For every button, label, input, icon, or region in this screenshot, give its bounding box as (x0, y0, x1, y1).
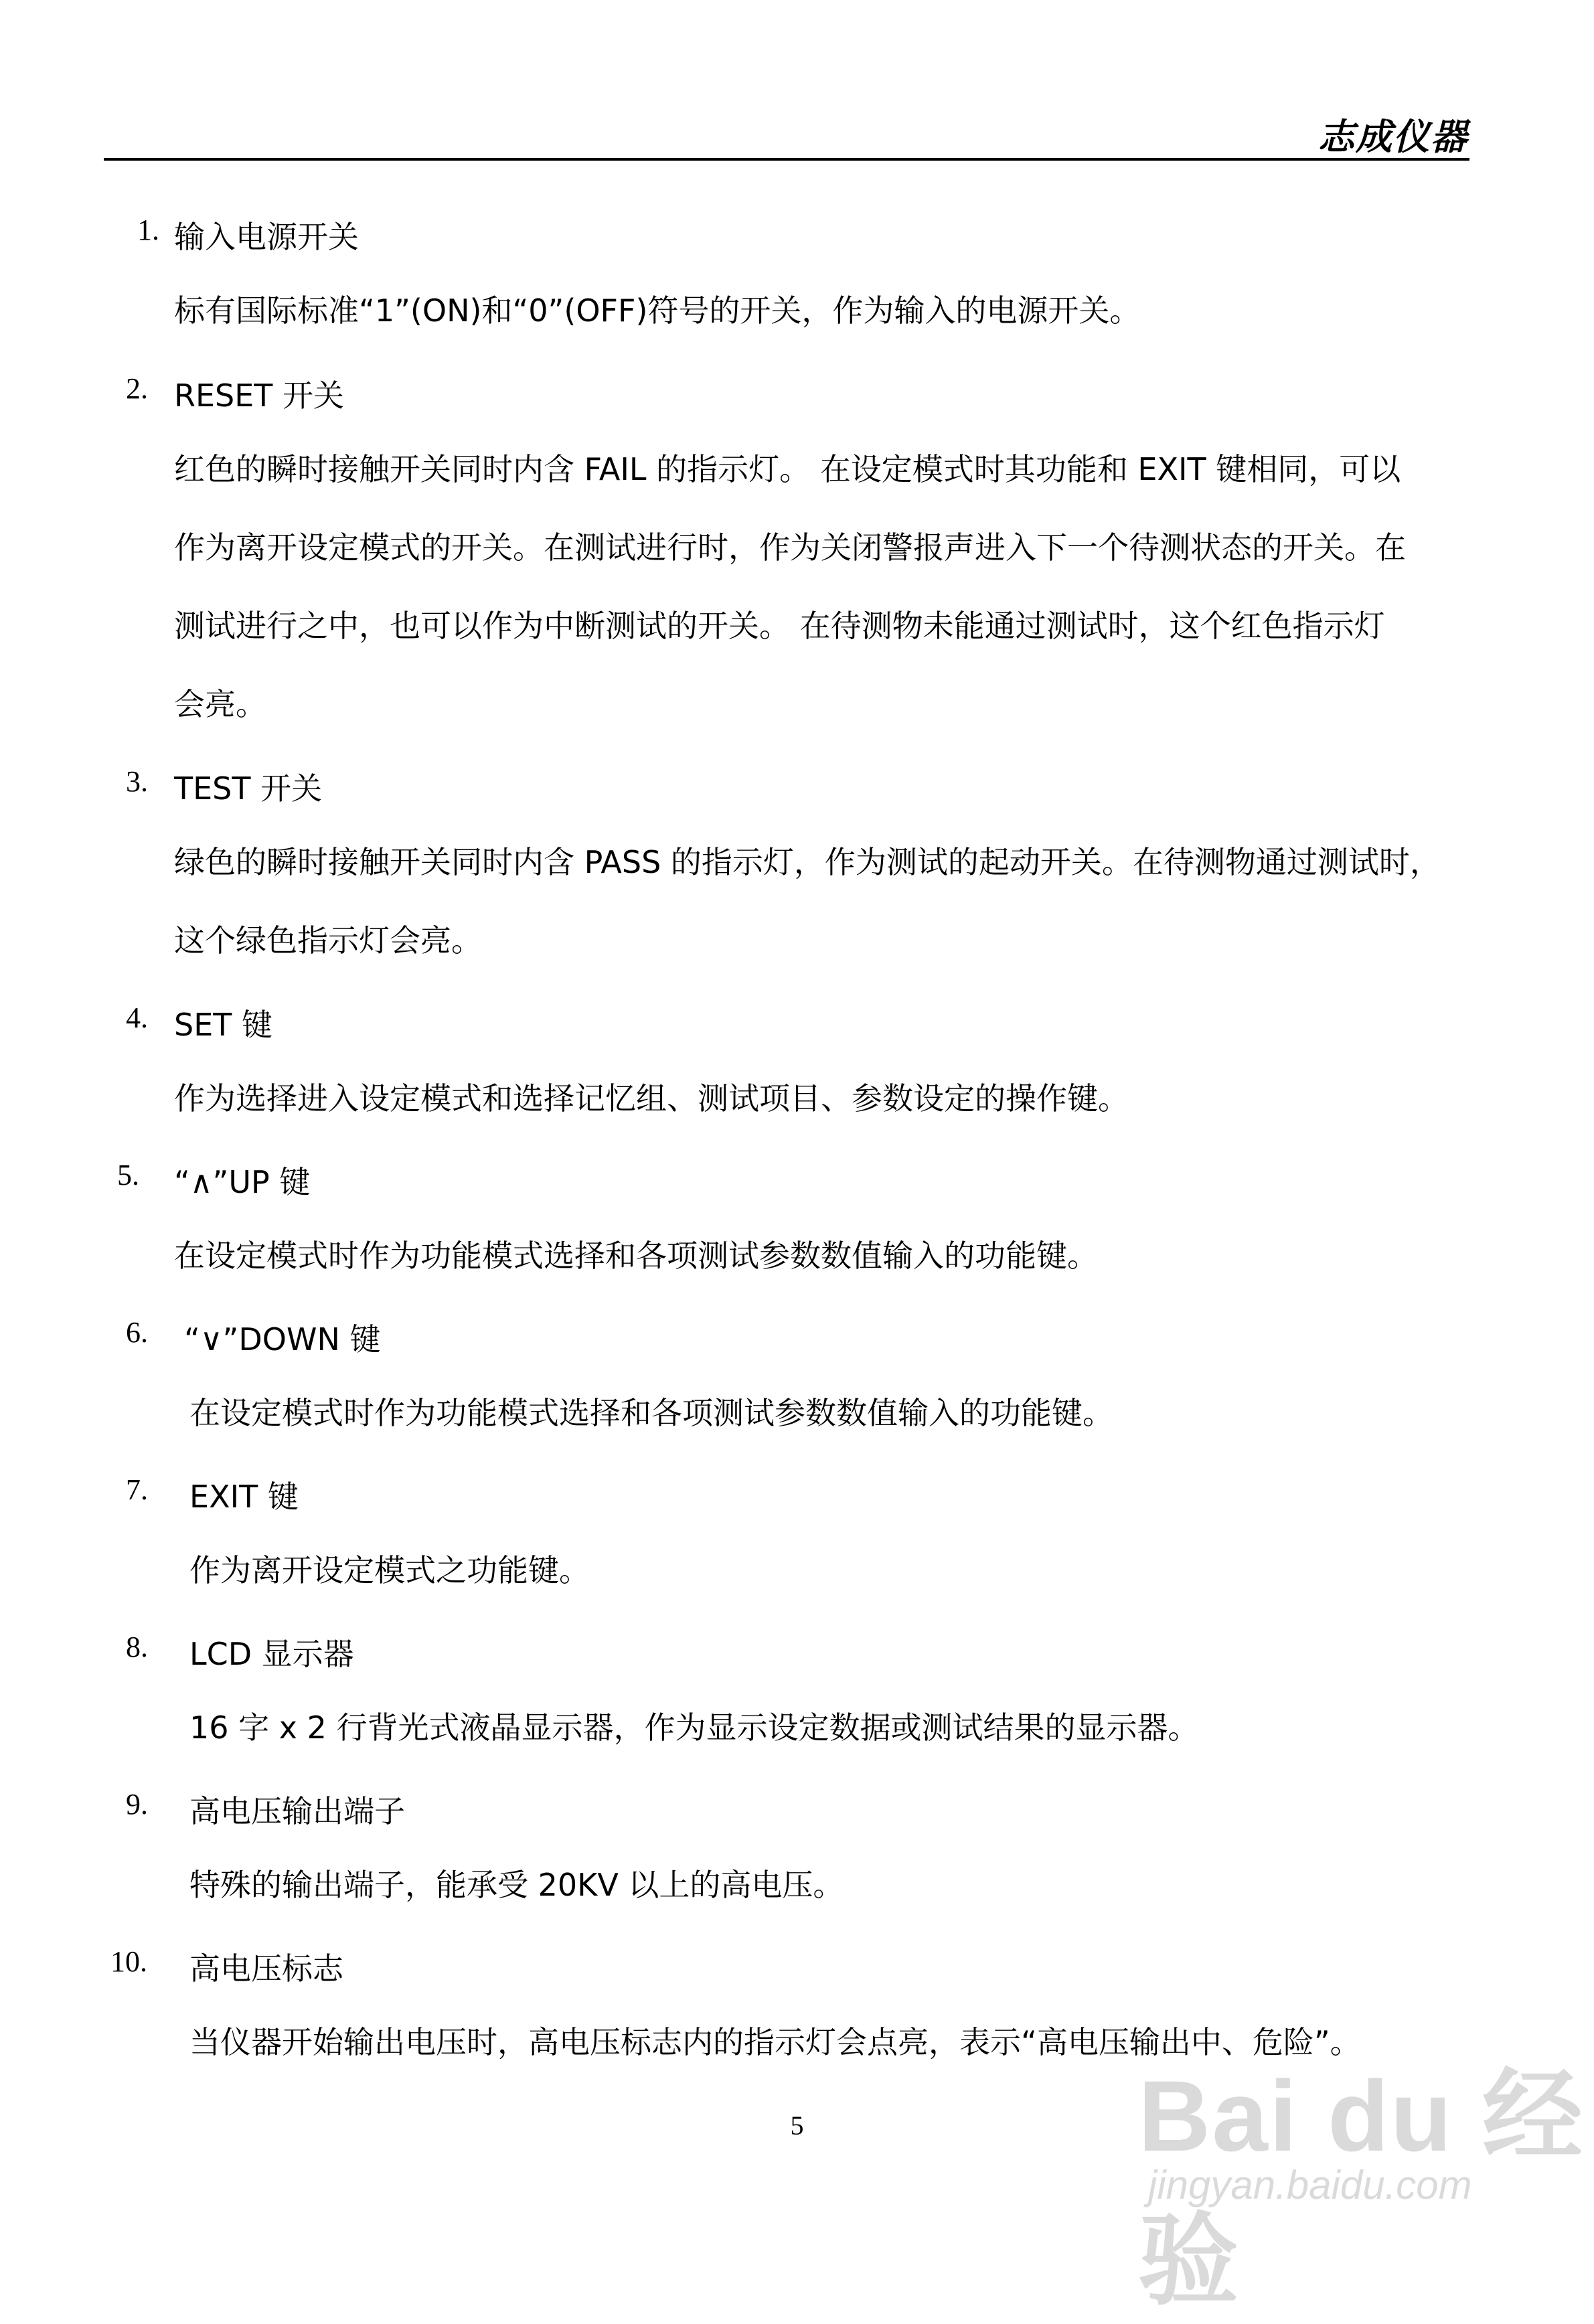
description-line: 作为离开设定模式的开关。在测试进行时，作为关闭警报声进入下一个待测状态的开关。在 (174, 529, 1406, 566)
item-title: RESET 开关 (174, 378, 345, 414)
item-number: 8. (126, 1631, 148, 1663)
header-title: 志成仪器 (1318, 116, 1468, 158)
item-description (174, 430, 1469, 744)
item-description (174, 272, 1469, 350)
item-description (174, 1217, 1469, 1295)
description-line: 绿色的瞬时接触开关同时内含 PASS 的指示灯，作为测试的起动开关。在待测物通过测试时， (174, 844, 1441, 880)
item-description (189, 1374, 1485, 1452)
description-line: 16 字 x 2 行背光式液晶显示器，作为显示设定数据或测试结果的显示器。 (189, 1710, 1199, 1746)
item-title: TEST 开关 (174, 770, 323, 807)
header-rule (104, 158, 1469, 161)
description-line: 作为离开设定模式之功能键。 (189, 1552, 590, 1588)
item-title: LCD 显示器 (189, 1636, 354, 1672)
item-title: SET 键 (174, 1007, 272, 1043)
item-number: 6. (126, 1316, 148, 1349)
item-description (174, 1060, 1469, 1138)
item-description (189, 1689, 1485, 1767)
description-line: 测试进行之中，也可以作为中断测试的开关。 在待测物未能通过测试时，这个红色指示灯 (174, 608, 1385, 644)
item-title: 高电压输出端子 (189, 1793, 405, 1829)
item-description (174, 823, 1469, 980)
item-number: 7. (126, 1473, 148, 1506)
page-number: 5 (790, 2110, 804, 2141)
item-title: 输入电源开关 (174, 219, 359, 255)
item-number: 10. (110, 1945, 147, 1978)
item-title: “∨”DOWN 键 (184, 1321, 381, 1357)
item-description (189, 1846, 1485, 1924)
description-line: 在设定模式时作为功能模式选择和各项测试参数数值输入的功能键。 (174, 1238, 1098, 1274)
item-number: 9. (126, 1788, 148, 1821)
description-line: 标有国际标准“1”(ON)和“0”(OFF)符号的开关，作为输入的电源开关。 (174, 293, 1141, 329)
item-title: “∧”UP 键 (174, 1164, 311, 1200)
item-description (189, 1531, 1485, 1610)
description-line: 在设定模式时作为功能模式选择和各项测试参数数值输入的功能键。 (189, 1395, 1113, 1431)
item-title: 高电压标志 (189, 1950, 343, 1987)
description-line: 当仪器开始输出电压时，高电压标志内的指示灯会点亮，表示“高电压输出中、危险”。 (189, 2024, 1361, 2060)
item-number: 3. (126, 765, 148, 798)
item-number: 5. (117, 1159, 139, 1191)
description-line: 会亮。 (174, 686, 266, 722)
watermark-url: jingyan.baidu.com (1148, 2163, 1472, 2208)
item-title: EXIT 键 (189, 1479, 299, 1515)
description-line: 这个绿色指示灯会亮。 (174, 922, 482, 959)
description-line: 作为选择进入设定模式和选择记忆组、测试项目、参数设定的操作键。 (174, 1080, 1129, 1116)
watermark-logo: Bai du 经验 (1138, 2060, 1585, 2317)
description-line: 红色的瞬时接触开关同时内含 FAIL 的指示灯。 在设定模式时其功能和 EXIT 键相同，可以 (174, 451, 1401, 487)
item-number: 4. (126, 1001, 148, 1034)
item-number: 2. (126, 372, 148, 405)
item-number: 1. (137, 214, 159, 246)
description-line: 特殊的输出端子，能承受 20KV 以上的高电压。 (189, 1867, 844, 1903)
